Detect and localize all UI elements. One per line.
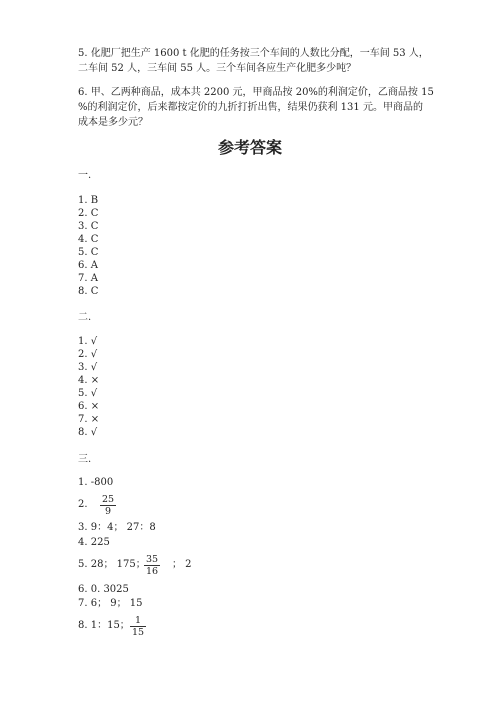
section-3-answer-6: 6. 0. 3025	[78, 584, 129, 595]
section-2-answer: 2. √	[78, 349, 98, 360]
section-2-answer: 5. √	[78, 388, 98, 399]
fraction-25-9	[100, 494, 116, 517]
section-3-answer-8-label: 8. 1：15；	[78, 620, 130, 631]
fraction-denominator: 16	[146, 566, 159, 577]
fraction-1-15	[130, 615, 146, 638]
section-1-answer: 1. B	[78, 195, 99, 206]
fraction-numerator: 1	[135, 615, 142, 626]
fraction-35-16	[144, 554, 160, 577]
section-2-answer: 8. √	[78, 427, 98, 438]
section-2-answer: 6. ×	[78, 401, 100, 412]
section-2-answer: 3. √	[78, 362, 98, 373]
fraction-denominator: 15	[132, 627, 145, 638]
section-2-answer: 4. ×	[78, 375, 100, 386]
problem-6-line-2: %的利润定价，后来都按定价的九折打折出售，结果仍获利 131 元。甲商品的	[78, 102, 423, 113]
problem-5-line-1: 5. 化肥厂把生产 1600 t 化肥的任务按三个车间的人数比分配，一车间 53 人，	[78, 48, 429, 59]
section-1-answer: 8. C	[78, 286, 99, 297]
section-1-answer: 6. A	[78, 260, 98, 271]
section-3-answer-5-label: 5. 28； 175；	[78, 559, 146, 570]
section-3-answer-7: 7. 6； 9； 15	[78, 598, 143, 609]
section-3-answer-1: 1. -800	[78, 477, 114, 488]
section-3-answer-3: 3. 9：4； 27：8	[78, 522, 156, 533]
problem-6-line-1: 6. 甲、乙两种商品，成本共 2200 元，甲商品按 20%的利润定价，乙商品按 15	[78, 87, 434, 98]
fraction-numerator: 25	[102, 494, 115, 505]
problem-5-line-2: 二车间 52 人，三车间 55 人。三个车间各应生产化肥多少吨？	[78, 63, 357, 74]
section-2-answer: 1. √	[78, 336, 98, 347]
problem-6-line-3: 成本是多少元？	[78, 117, 148, 128]
section-1-answer: 7. A	[78, 273, 98, 284]
section-1-answer: 5. C	[78, 247, 99, 258]
section-3-heading: 三.	[78, 454, 92, 465]
section-3-answer-4: 4. 225	[78, 537, 110, 548]
section-2-heading: 二.	[78, 312, 92, 323]
section-2-answer: 7. ×	[78, 414, 100, 425]
section-1-answer: 4. C	[78, 234, 99, 245]
section-3-answer-2-label: 2.	[78, 499, 88, 510]
section-1-answer: 3. C	[78, 221, 99, 232]
fraction-numerator: 35	[146, 554, 159, 565]
fraction-denominator: 9	[105, 506, 112, 517]
section-1-answer: 2. C	[78, 208, 99, 219]
answer-title: 参考答案	[217, 138, 282, 157]
section-3-answer-5-suffix: ； 2	[172, 559, 192, 570]
section-1-heading: 一.	[78, 170, 92, 181]
